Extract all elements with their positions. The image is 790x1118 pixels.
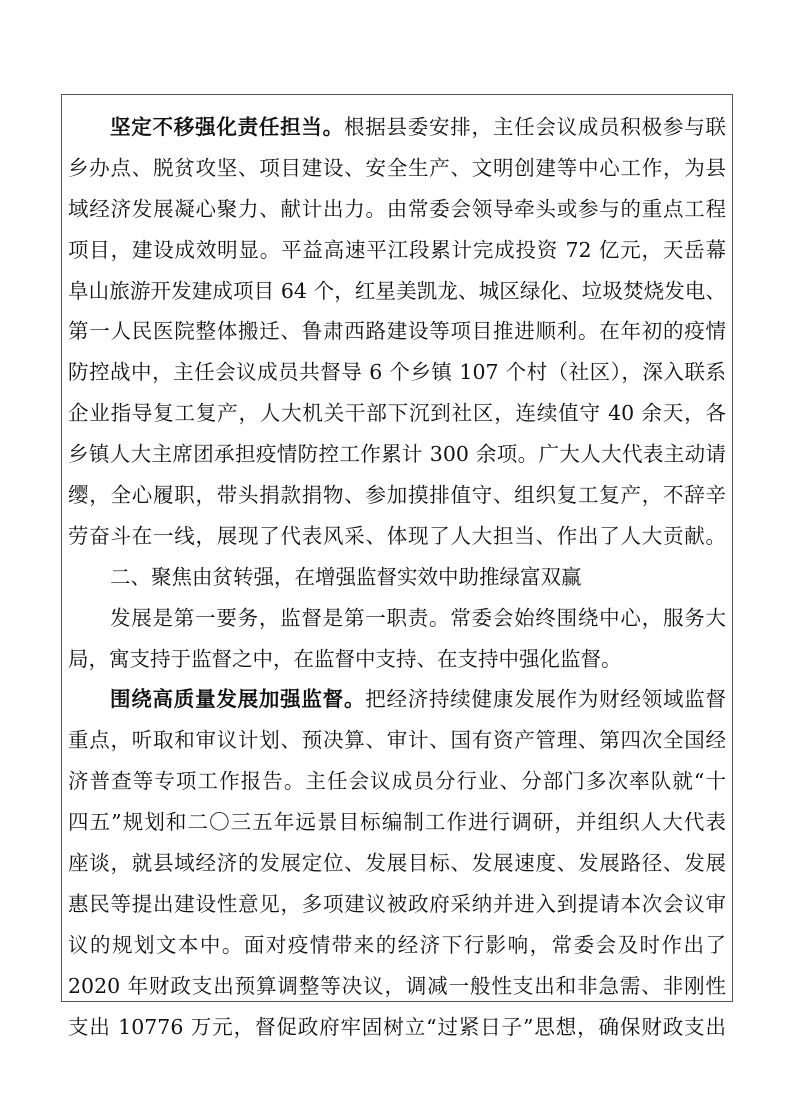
- paragraph-1-lead: 坚定不移强化责任担当。: [110, 115, 344, 139]
- paragraph-1-line: 缨，全心履职，带头捐款捐物、参加摸排值守、组织复工复产，不辞辛: [68, 483, 726, 508]
- paragraph-3-line: 2020 年财政支出预算调整等决议，调减一般性支出和非急需、非刚性: [68, 973, 726, 998]
- paragraph-1-line: 防控战中，主任会议成员共督导 6 个乡镇 107 个村（社区），深入联系: [68, 360, 726, 385]
- paragraph-2-line: 局，寓支持于监督之中，在监督中支持、在支持中强化监督。: [68, 646, 622, 671]
- document-text-box: [61, 94, 733, 1039]
- paragraph-1-line: 劳奋斗在一线，展现了代表风采、体现了人大担当、作出了人大贡献。: [68, 523, 726, 548]
- paragraph-1-line: [68, 107, 726, 148]
- line-text: 根据县委安排，主任会议成员积极参与联: [343, 115, 727, 139]
- paragraph-1-line: 域经济发展凝心聚力、献计出力。由常委会领导牵头或参与的重点工程: [68, 196, 726, 221]
- paragraph-3-line: 支出 10776 万元，督促政府牢固树立“过紧日子”思想，确保财政支出: [68, 1014, 726, 1039]
- paragraph-1-line: 第一人民医院整体搬迁、鲁肃西路建设等项目推进顺利。在年初的疫情: [68, 319, 726, 344]
- paragraph-2-line: 发展是第一要务，监督是第一职责。常委会始终围绕中心，服务大: [110, 605, 726, 630]
- section-heading: 二、聚焦由贫转强，在增强监督实效中助推绿富双赢: [110, 564, 582, 589]
- paragraph-3-line: 济普查等专项工作报告。主任会议成员分行业、分部门多次率队就“十: [68, 769, 726, 794]
- paragraph-1-line: 乡镇人大主席团承担疫情防控工作累计 300 余项。广大人大代表主动请: [68, 442, 726, 467]
- paragraph-1-line: 企业指导复工复产，人大机关干部下沉到社区，连续值守 40 余天，各: [68, 401, 726, 426]
- paragraph-1-line: 项目，建设成效明显。平益高速平江段累计完成投资 72 亿元，天岳幕: [68, 237, 726, 262]
- paragraph-3-line: 重点，听取和审议计划、预决算、审计、国有资产管理、第四次全国经: [68, 728, 726, 753]
- line-text: 把经济持续健康发展作为财经领域监督: [365, 687, 727, 712]
- paragraph-3-line: 座谈，就县域经济的发展定位、发展目标、发展速度、发展路径、发展: [68, 851, 726, 876]
- paragraph-1-line: 阜山旅游开发建成项目 64 个，红星美凯龙、城区绿化、垃圾焚烧发电、: [68, 278, 726, 303]
- paragraph-3-line: [68, 679, 726, 720]
- document-body: [68, 107, 726, 1047]
- paragraph-3-line: 议的规划文本中。面对疫情带来的经济下行影响，常委会及时作出了: [68, 932, 726, 957]
- paragraph-3-lead: 围绕高质量发展加强监督。: [110, 687, 366, 712]
- paragraph-3-line: 四五”规划和二〇三五年远景目标编制工作进行调研，并组织人大代表: [68, 810, 726, 835]
- paragraph-3-line: 惠民等提出建设性意见，多项建议被政府采纳并进入到提请本次会议审: [68, 891, 726, 916]
- paragraph-1-line: 乡办点、脱贫攻坚、项目建设、安全生产、文明创建等中心工作，为县: [68, 155, 726, 180]
